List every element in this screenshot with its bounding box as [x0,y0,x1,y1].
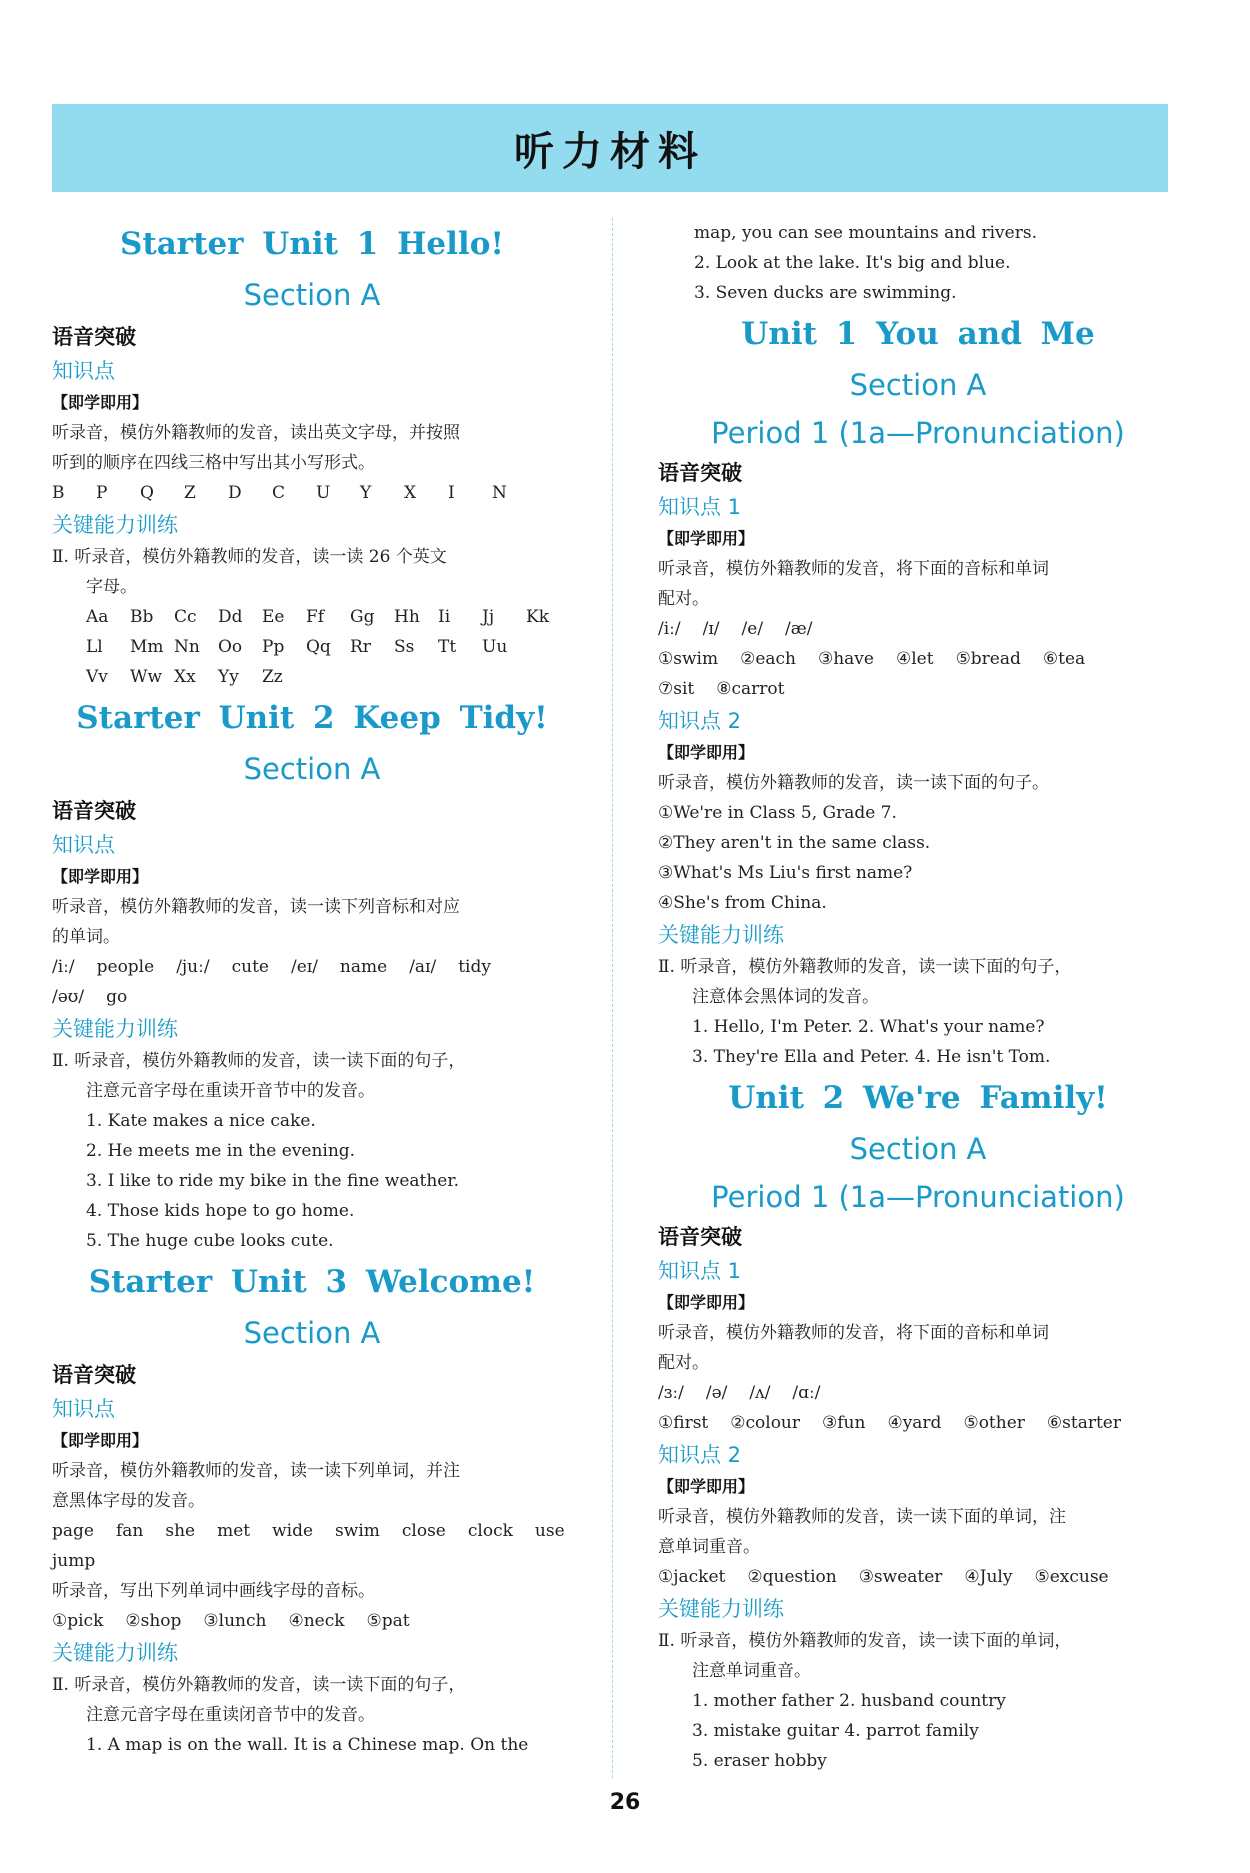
instruction-text: 配对。 [658,1353,709,1373]
word-row [52,1516,572,1546]
sentence: 1. Kate makes a nice cake. [86,1111,316,1131]
exercise-instruction: Ⅱ. 听录音，模仿外籍教师的发音，读一读下面的句子， [52,1051,466,1071]
word: fan [115,1521,144,1541]
phonetic-row [658,1378,1178,1408]
phonetic: /ə/ [705,1383,728,1403]
exercise-instruction: Ⅱ. 听录音，模仿外籍教师的发音，读一读下面的句子， [52,1675,466,1695]
sentence: 1. Hello, I'm Peter. 2. What's your name? [692,1017,1045,1037]
heading-phonics: 语音突破 [52,799,136,823]
instruction-text: 听录音，模仿外籍教师的发音，读一读下面的句子。 [658,773,1049,793]
exercise-instruction: 字母。 [86,577,137,597]
word: ②shop [125,1611,182,1631]
word: page [52,1521,94,1541]
word: people [96,957,155,977]
letter: U [316,483,331,503]
word: ④yard [887,1413,942,1433]
word: ⑦sit [658,679,695,699]
instruction-text: 听录音，模仿外籍教师的发音，读一读下列单词，并注 [52,1461,460,1481]
instruction-text: 听录音，模仿外籍教师的发音，读一读下列音标和对应 [52,897,460,917]
letter: D [228,483,242,503]
phonetic: /ɜː/ [658,1383,684,1403]
word: jump [52,1551,96,1571]
alphabet-row [52,662,572,692]
instruction-text: 听到的顺序在四线三格中写出其小写形式。 [52,453,375,473]
word: swim [335,1521,380,1541]
word: ③lunch [203,1611,267,1631]
word: met [217,1521,251,1541]
tag-practice: 【即学即用】 [52,1431,149,1450]
heading-knowledge-1: 知识点 1 [658,495,742,519]
phonetic: /aɪ/ [409,957,437,977]
sentence: 1. A map is on the wall. It is a Chinese map. On the [86,1735,529,1755]
heading-knowledge-1: 知识点 1 [658,1259,742,1283]
letter: N [492,483,507,503]
heading-phonics: 语音突破 [658,1225,742,1249]
sentence: 2. Look at the lake. It's big and blue. [694,253,1011,273]
letter: Y [360,483,372,503]
page-title: 听力材料 [514,128,706,175]
heading-phonics: 语音突破 [52,325,136,349]
sentence: map, you can see mountains and rivers. [694,223,1037,243]
unit-title: Starter Unit 3 Welcome! [88,1264,536,1300]
section-title: Section A [849,1132,987,1166]
unit-title: Starter Unit 1 Hello! [120,226,504,262]
alphabet-letter: Ww [130,667,163,687]
phonetic: /iː/ [52,957,75,977]
sentence: ①We're in Class 5, Grade 7. [658,803,897,823]
alphabet-letter: Bb [130,607,154,627]
word: ⑥starter [1046,1413,1121,1433]
word: ①first [658,1413,709,1433]
tag-practice: 【即学即用】 [658,1293,755,1312]
phonetic: /juː/ [176,957,210,977]
alphabet-letter: Oo [218,637,243,657]
alphabet-letter: Kk [526,607,550,627]
word: ②question [747,1567,837,1587]
period-title: Period 1 (1a—Pronunciation) [711,1180,1125,1214]
word: ②each [740,649,796,669]
alphabet-letter: Mm [130,637,164,657]
alphabet-letter: Uu [482,637,508,657]
sentence: 5. The huge cube looks cute. [86,1231,334,1251]
exercise-instruction: Ⅱ. 听录音，模仿外籍教师的发音，读一读 26 个英文 [52,547,447,567]
phonetic: /ɪ/ [702,619,720,639]
phonetic: /æ/ [785,619,813,639]
alphabet-letter: Ee [262,607,285,627]
left-column [52,218,572,1760]
section-title: Section A [243,278,381,312]
word: use [534,1521,565,1541]
page-title-banner [52,104,1168,192]
instruction-text: 听录音，模仿外籍教师的发音，将下面的音标和单词 [658,1323,1049,1343]
heading-knowledge: 知识点 [52,359,115,383]
word-row [658,644,1178,674]
sentence: 3. I like to ride my bike in the fine weather. [86,1171,460,1191]
heading-knowledge-2: 知识点 2 [658,709,742,733]
phonetic: /e/ [741,619,764,639]
phonetic: /iː/ [658,619,681,639]
section-title: Section A [243,1316,381,1350]
word: ⑤pat [366,1611,410,1631]
word: tidy [458,957,491,977]
word-pair-row: 5. eraser hobby [692,1751,827,1771]
sentence: ②They aren't in the same class. [658,833,931,853]
alphabet-letter: Ii [438,607,451,627]
phonetic: /ʌ/ [749,1383,771,1403]
letter-list [52,478,572,508]
word-row [658,674,1178,704]
word: ①pick [52,1611,104,1631]
alphabet-letter: Ff [306,607,325,627]
alphabet-letter: Vv [86,667,108,687]
phonetic-row [658,614,1178,644]
alphabet-letter: Qq [306,637,331,657]
period-title: Period 1 (1a—Pronunciation) [711,416,1125,450]
heading-phonics: 语音突破 [52,1363,136,1387]
letter: Q [140,483,154,503]
word: ④let [895,649,934,669]
tag-practice: 【即学即用】 [52,867,149,886]
instruction-text: 意黑体字母的发音。 [52,1491,205,1511]
instruction-text: 意单词重音。 [658,1537,760,1557]
alphabet-letter: Yy [218,667,239,687]
heading-skills: 关键能力训练 [658,1597,784,1621]
word: ③fun [822,1413,866,1433]
letter: I [448,483,455,503]
instruction-text: 的单词。 [52,927,120,947]
phonetic-row [52,952,572,982]
phonetic: /eɪ/ [290,957,318,977]
word-row [658,1408,1178,1438]
word-pair-row: 1. mother father 2. husband country [692,1691,1006,1711]
right-column [658,218,1178,1776]
alphabet-letter: Aa [86,607,109,627]
phonetic: /ɑː/ [792,1383,821,1403]
word: wide [272,1521,314,1541]
word: name [339,957,388,977]
instruction-text: 听录音，模仿外籍教师的发音，将下面的音标和单词 [658,559,1049,579]
alphabet-letter: Pp [262,637,285,657]
sentence: ③What's Ms Liu's first name? [658,863,913,883]
word-row [658,1562,1178,1592]
alphabet-letter: Ss [394,637,415,657]
phonetic: /əʊ/ [52,987,85,1007]
word: she [165,1521,196,1541]
alphabet-letter: Gg [350,607,375,627]
unit-title: Starter Unit 2 Keep Tidy! [76,700,548,736]
word: ⑤bread [955,649,1021,669]
heading-skills: 关键能力训练 [52,513,178,537]
letter: P [96,483,108,503]
word: ④neck [288,1611,345,1631]
sentence: 3. Seven ducks are swimming. [694,283,957,303]
sentence: ④She's from China. [658,893,827,913]
exercise-instruction: 注意元音字母在重读开音节中的发音。 [86,1081,375,1101]
heading-skills: 关键能力训练 [658,923,784,947]
unit-title: Unit 1 You and Me [741,316,1095,352]
tag-practice: 【即学即用】 [658,743,755,762]
instruction-text: 听录音，写出下列单词中画线字母的音标。 [52,1581,375,1601]
alphabet-letter: Zz [262,667,283,687]
alphabet-letter: Hh [394,607,420,627]
tag-practice: 【即学即用】 [52,393,149,412]
section-title: Section A [849,368,987,402]
alphabet-letter: Rr [350,637,371,657]
heading-skills: 关键能力训练 [52,1641,178,1665]
heading-knowledge: 知识点 [52,833,115,857]
word: clock [467,1521,513,1541]
instruction-text: 听录音，模仿外籍教师的发音，读一读下面的单词，注 [658,1507,1066,1527]
alphabet-letter: Dd [218,607,243,627]
unit-title: Unit 2 We're Family! [728,1080,1108,1116]
word: ③have [817,649,874,669]
word: ①swim [658,649,719,669]
word: go [106,987,128,1007]
instruction-text: 听录音，模仿外籍教师的发音，读出英文字母，并按照 [52,423,460,443]
sentence: 4. Those kids hope to go home. [86,1201,355,1221]
exercise-instruction: Ⅱ. 听录音，模仿外籍教师的发音，读一读下面的单词， [658,1631,1072,1651]
letter: B [52,483,65,503]
instruction-text: 配对。 [658,589,709,609]
alphabet-letter: Tt [438,637,457,657]
word: ①jacket [658,1567,726,1587]
letter: X [404,483,417,503]
word: ⑤excuse [1034,1567,1109,1587]
alphabet-row [52,602,572,632]
heading-knowledge-2: 知识点 2 [658,1443,742,1467]
letter: C [272,483,286,503]
page-number: 26 [609,1790,641,1815]
tag-practice: 【即学即用】 [658,1477,755,1496]
sentence: 2. He meets me in the evening. [86,1141,356,1161]
heading-phonics: 语音突破 [658,461,742,485]
exercise-instruction: 注意单词重音。 [692,1661,811,1681]
word: cute [231,957,269,977]
alphabet-letter: Ll [86,637,103,657]
exercise-instruction: 注意元音字母在重读闭音节中的发音。 [86,1705,375,1725]
word: ④July [964,1567,1013,1587]
heading-skills: 关键能力训练 [52,1017,178,1041]
alphabet-letter: Cc [174,607,197,627]
heading-knowledge: 知识点 [52,1397,115,1421]
alphabet-letter: Jj [482,607,495,627]
word: ⑤other [963,1413,1025,1433]
sentence: 3. They're Ella and Peter. 4. He isn't Tom. [692,1047,1051,1067]
word: ⑥tea [1042,649,1086,669]
exercise-instruction: Ⅱ. 听录音，模仿外籍教师的发音，读一读下面的句子， [658,957,1072,977]
tag-practice: 【即学即用】 [658,529,755,548]
word: close [401,1521,446,1541]
alphabet-letter: Nn [174,637,200,657]
section-title: Section A [243,752,381,786]
phonetic-row [52,982,572,1012]
word-row [52,1606,572,1636]
word: ③sweater [858,1567,943,1587]
exercise-instruction: 注意体会黑体词的发音。 [692,987,879,1007]
letter: Z [184,483,196,503]
word: ⑧carrot [716,679,785,699]
alphabet-letter: Xx [174,667,196,687]
word: ②colour [730,1413,801,1433]
word-pair-row: 3. mistake guitar 4. parrot family [692,1721,979,1741]
alphabet-row [52,632,572,662]
column-divider [612,218,613,1778]
